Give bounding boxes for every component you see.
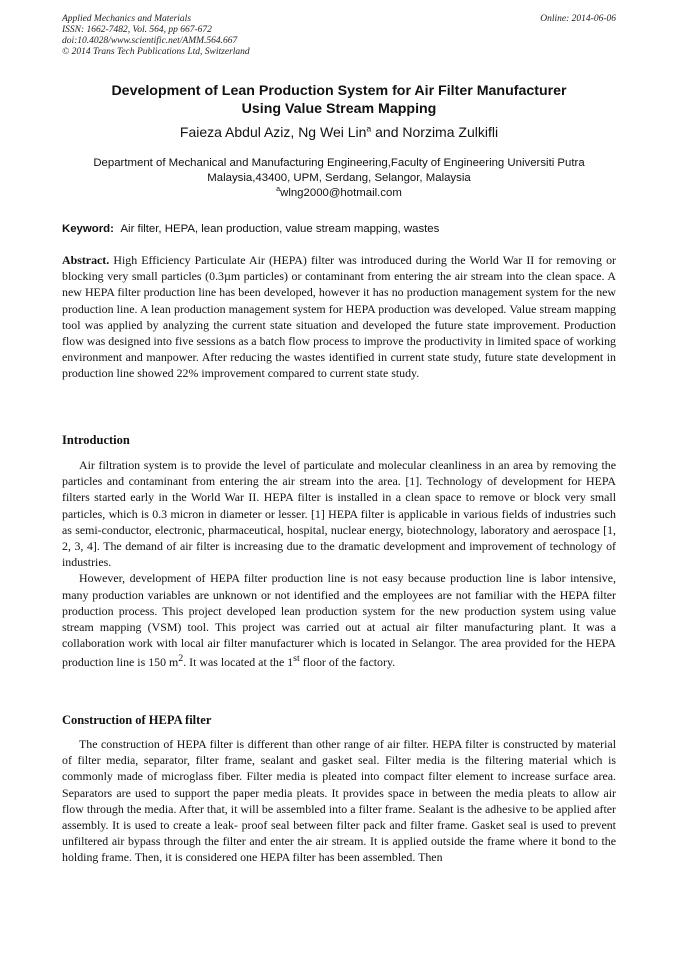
issn-line: ISSN: 1662-7482, Vol. 564, pp 667-672 (62, 25, 212, 35)
keywords (62, 222, 616, 237)
abstract-paragraph (62, 252, 616, 382)
title-line-2: Using Value Stream Mapping (241, 101, 437, 117)
authors-part-1: Faieza Abdul Aziz, Ng Wei Lin (179, 124, 367, 140)
author-list (62, 123, 616, 141)
intro-p2-text-c: floor of the factory. (299, 655, 396, 670)
introduction-body (62, 457, 616, 671)
area-unit-superscript: 2 (178, 653, 184, 665)
email-superscript: a (276, 186, 281, 194)
intro-p2-text-b: . It was located at the 1 (183, 655, 294, 670)
abstract (62, 252, 616, 382)
copyright-line: © 2014 Trans Tech Publications Ltd, Switzerland (62, 47, 250, 57)
author-superscript: a (366, 123, 372, 134)
authors-part-2: and Norzima Zulkifli (371, 124, 499, 140)
keywords-label: Keyword: (62, 223, 114, 235)
keywords-text: Air filter, HEPA, lean production, value stream mapping, wastes (120, 223, 440, 235)
introduction-paragraph-2 (62, 570, 616, 670)
intro-p2-text-a: However, development of HEPA filter production line is not easy because production line is labor intensive, many production variables are unknown or not identified and the employees are not familiar with the HEPA filter production process. This project developed lean production system for the new production system using value stream mapping (VSM) tool. This project was carried out at actual air filter manufacturing plant. It was a collaboration work with local air filter manufacturer which is located in Selangor. The area provided for the HEPA production line is 150 m (62, 571, 616, 670)
construction-heading: Construction of HEPA filter (62, 713, 212, 727)
construction-paragraph-1: The construction of HEPA filter is different than other range of air filter. HEPA filter is constructed by material of filter media, separator, filter frame, sealant and gasket seal. Filter media is the filtering material which is commonly made of microglass fiber. Filter media is pleated into compact filter element to increase surface area. Separators are used to support the paper media pleats. It provides space in between the media pleats to allow air flow through the media. After that, it will be assembled into a filter frame. Sealant is the adhesive to be applied after assembly. It is used to create a leak- proof seal between filter pack and filter frame. Gasket seal is used to prevent unfiltered air bypass through the filter and enter the air stream. It is applied outside the frame where it bond to the holding frame. Then, it is considered one HEPA filter has been assembled. Then (62, 737, 616, 865)
introduction-paragraph-1: Air filtration system is to provide the level of particulate and molecular cleanliness in an area by removing the particles and contaminant from entering the air stream into the area. [1]. Technology of development for HEPA filters started early in the World War II. HEPA filter is installed in a clean space to remove or block very small particles, which is 0.3 micron in diameter or lesser. [1] HEPA filter is applicable in various fields of industries such as semi-conductor, electronic, pharmaceutical, hospital, nuclear energy, biotechnology, laboratory and aerospace [1, 2, 3, 4]. The demand of air filter is increasing due to the dramatic development and improvement of technology of industries. (62, 458, 616, 570)
paper-title (62, 82, 616, 118)
abstract-text: High Efficiency Particulate Air (HEPA) filter was introduced during the World War II for removing or blocking very small particles (0.3µm particles) or contaminant from entering the air stream into the clean space. A new HEPA filter production line has been developed, however it has no production management system for the new production line. A lean production management system for HEPA production was developed. Value stream mapping tool was applied by analyzing the current state situation and developed the future state improvement. Production flow was designed into five sessions as a batch flow process to improve the productivity in limited space of working environment and manpower. After reducing the wastes identified in current state study, future state development in production line showed 22% improvement compared to current state study. (62, 253, 616, 381)
abstract-label: Abstract. (62, 253, 110, 267)
journal-header (62, 14, 250, 58)
title-line-1: Development of Lean Production System for Air Filter Manufacturer (111, 83, 567, 99)
affiliation (62, 156, 616, 201)
affiliation-line-1: Department of Mechanical and Manufacturing Engineering,Faculty of Engineering Universiti Putra (93, 157, 585, 169)
floor-ordinal-superscript: st (293, 653, 300, 665)
doi-line: doi:10.4028/www.scientific.net/AMM.564.667 (62, 36, 238, 46)
email-address: wlng2000@hotmail.com (280, 187, 402, 199)
author-email (62, 186, 616, 201)
online-date: Online: 2014-06-06 (540, 14, 616, 24)
affiliation-line-2: Malaysia,43400, UPM, Serdang, Selangor, Malaysia (207, 172, 471, 184)
construction-body (62, 736, 616, 866)
journal-name: Applied Mechanics and Materials (62, 14, 192, 24)
introduction-heading: Introduction (62, 433, 130, 447)
